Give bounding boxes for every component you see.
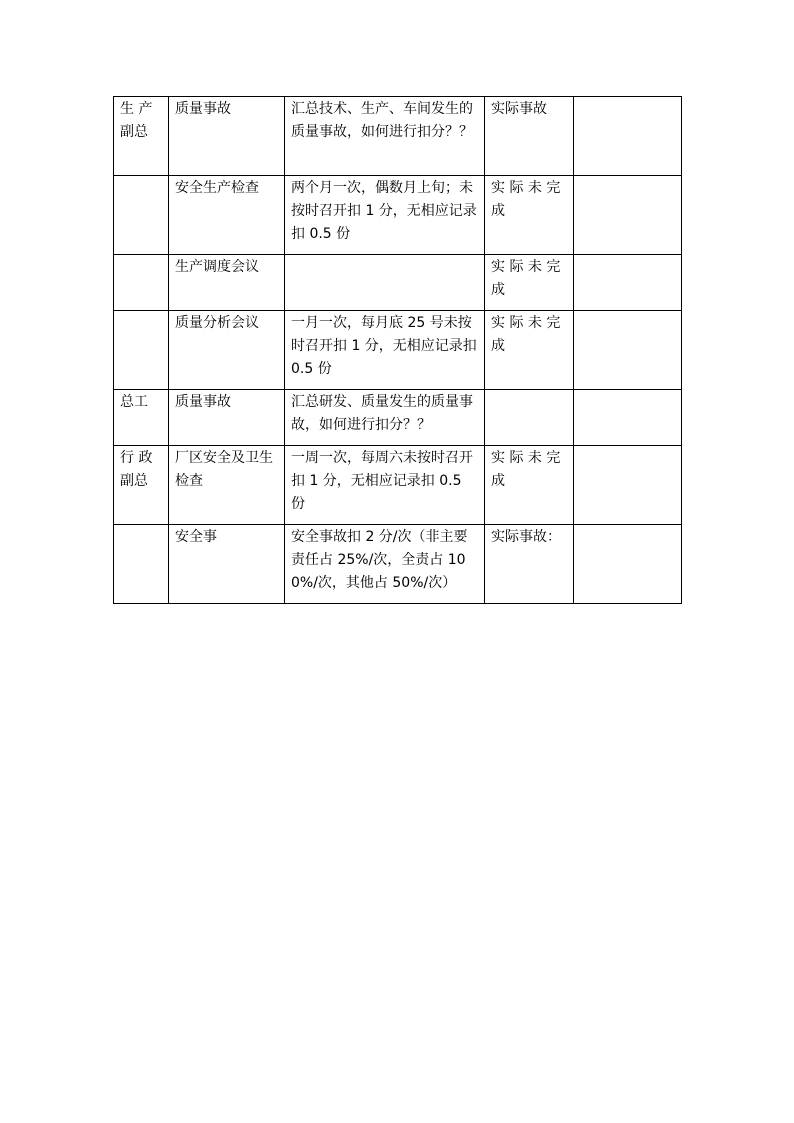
table-row xyxy=(114,311,682,390)
criteria-cell: 安全事故扣 2 分/次（非主要责任占 25%/次，全责占 100%/次，其他占 50%/次） xyxy=(285,525,485,604)
remark-cell xyxy=(574,176,682,255)
table-row xyxy=(114,446,682,525)
role-cell: 总工 xyxy=(114,390,169,446)
item-cell: 安全生产检查 xyxy=(169,176,285,255)
role-cell: 行 政副总 xyxy=(114,446,169,525)
status-cell: 实 际 未 完成 xyxy=(485,176,574,255)
item-cell: 质量分析会议 xyxy=(169,311,285,390)
item-cell: 安全事 xyxy=(169,525,285,604)
remark-cell xyxy=(574,97,682,176)
item-cell: 生产调度会议 xyxy=(169,255,285,311)
remark-cell xyxy=(574,525,682,604)
status-cell: 实 际 未 完成 xyxy=(485,255,574,311)
assessment-table xyxy=(113,96,682,604)
item-cell: 质量事故 xyxy=(169,97,285,176)
criteria-cell xyxy=(285,255,485,311)
table-row xyxy=(114,97,682,176)
criteria-cell: 汇总研发、质量发生的质量事故，如何进行扣分？？ xyxy=(285,390,485,446)
item-cell: 厂区安全及卫生检查 xyxy=(169,446,285,525)
status-cell xyxy=(485,390,574,446)
status-cell: 实际事故： xyxy=(485,525,574,604)
status-cell: 实际事故 xyxy=(485,97,574,176)
remark-cell xyxy=(574,255,682,311)
criteria-cell: 两个月一次，偶数月上旬；未按时召开扣 1 分，无相应记录扣 0.5 份 xyxy=(285,176,485,255)
status-cell: 实 际 未 完成 xyxy=(485,311,574,390)
table-row xyxy=(114,176,682,255)
role-cell xyxy=(114,176,169,255)
item-cell: 质量事故 xyxy=(169,390,285,446)
criteria-cell: 一周一次，每周六未按时召开扣 1 分，无相应记录扣 0.5 份 xyxy=(285,446,485,525)
table-row xyxy=(114,255,682,311)
remark-cell xyxy=(574,390,682,446)
role-cell xyxy=(114,525,169,604)
table-row xyxy=(114,390,682,446)
status-cell: 实 际 未 完成 xyxy=(485,446,574,525)
role-cell: 生 产副总 xyxy=(114,97,169,176)
remark-cell xyxy=(574,311,682,390)
role-cell xyxy=(114,311,169,390)
criteria-cell: 汇总技术、生产、车间发生的质量事故，如何进行扣分？？ xyxy=(285,97,485,176)
remark-cell xyxy=(574,446,682,525)
table-row xyxy=(114,525,682,604)
role-cell xyxy=(114,255,169,311)
criteria-cell: 一月一次，每月底 25 号未按时召开扣 1 分，无相应记录扣 0.5 份 xyxy=(285,311,485,390)
